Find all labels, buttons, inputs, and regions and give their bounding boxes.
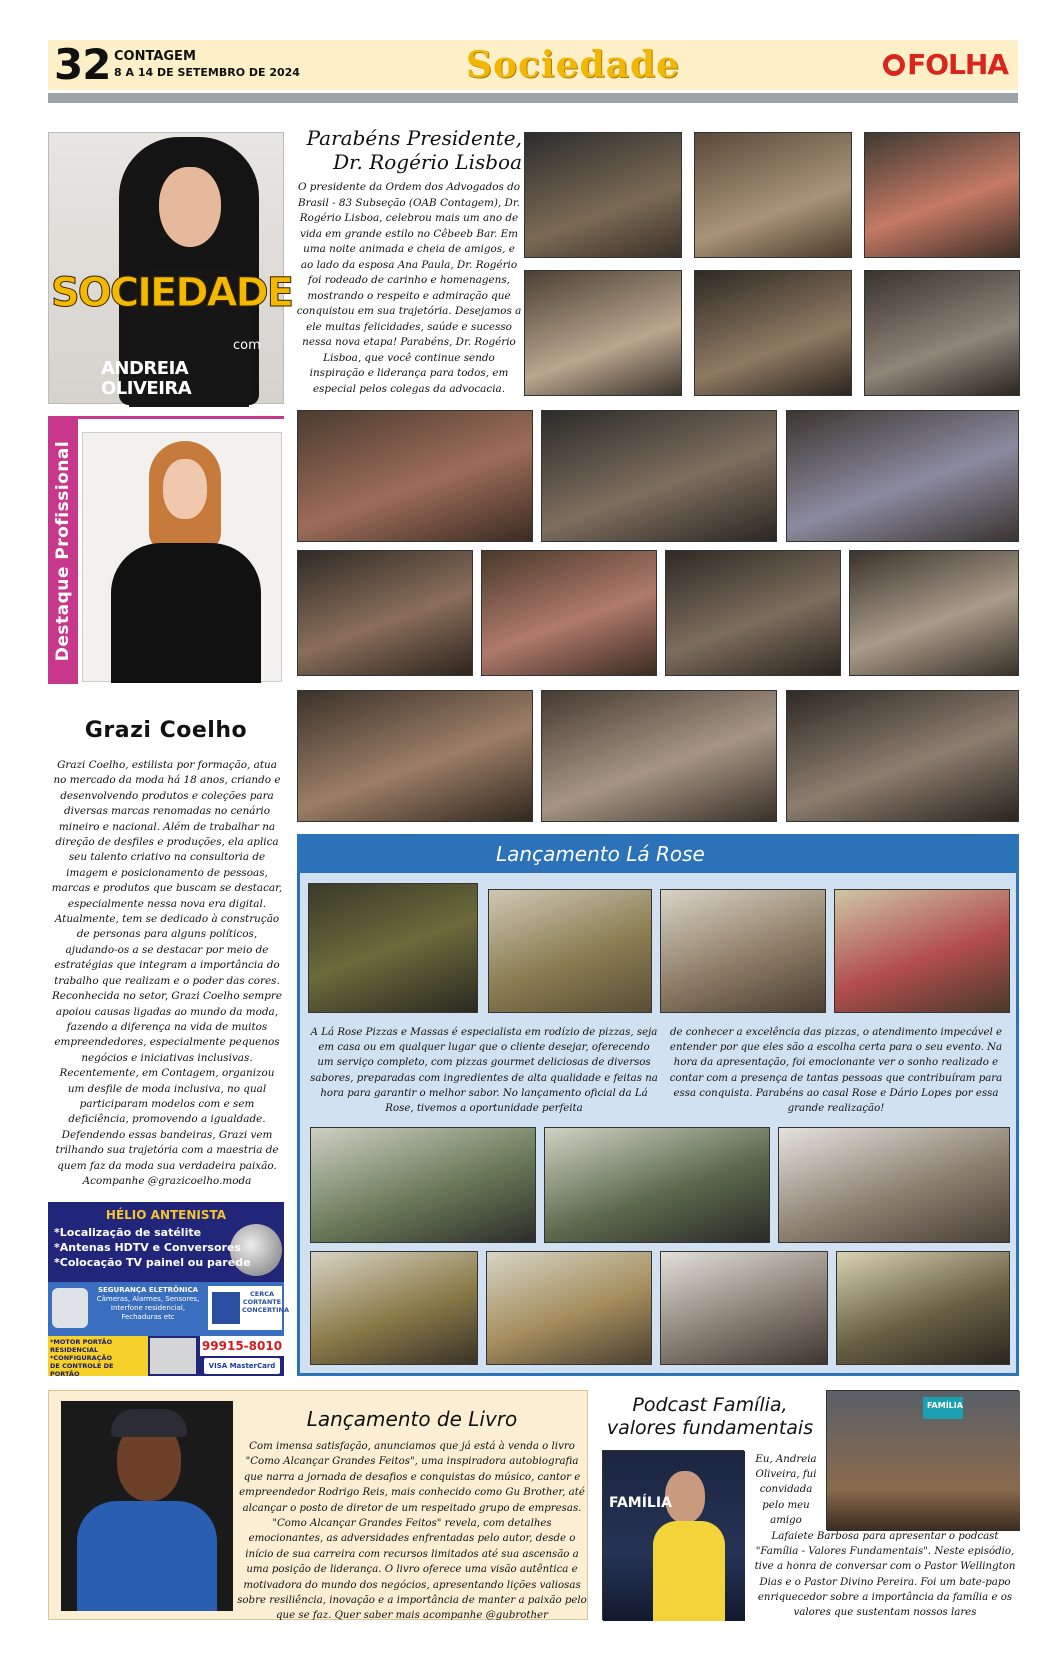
ad-line: *Antenas HDTV e Conversores bbox=[54, 1241, 241, 1254]
rose-section bbox=[297, 834, 1019, 1376]
event-photo bbox=[660, 1251, 828, 1365]
presidente-title: Parabéns Presidente, Dr. Rogério Lisboa bbox=[306, 126, 522, 174]
grazi-photo bbox=[82, 432, 282, 682]
presidente-body: O presidente da Ordem dos Advogados do Brasil - 83 Subseção (OAB Contagem), Dr. Rogério Lisboa, celebrou mais um ano de vida em grande estilo no Cêbeeb Bar. Em uma noite animada e cheia de amigos, e ao lado da esposa Ana Paula, Dr. Rogério foi rodeado de carinho e homenagens, mostrando o respeito e admiração que conquistou em sua trajetória. Desejamos a ele muitas felicidades, saúde e sucesso nessa nova etapa! Parabéns, Dr. Rogério Lisboa, que você continue sendo inspiração e liderança para todos, em especial pelos colegas da advocacia. bbox=[296, 181, 522, 395]
event-photo bbox=[786, 410, 1019, 542]
event-photo bbox=[486, 1251, 652, 1365]
podcast-body-a: Eu, Andreia Oliveira, fui convidada pelo meu amigo bbox=[755, 1454, 817, 1526]
gate-motor-icon bbox=[150, 1338, 196, 1374]
event-photo bbox=[694, 132, 852, 258]
brand-name: FOLHA bbox=[883, 50, 1008, 80]
event-photo bbox=[310, 1127, 536, 1243]
event-photo bbox=[488, 889, 652, 1013]
column-logo-word: SOCIEDADE bbox=[51, 270, 293, 316]
event-photo bbox=[694, 270, 852, 396]
header-divider bbox=[48, 93, 1018, 103]
event-photo bbox=[297, 410, 533, 542]
event-photo bbox=[834, 889, 1010, 1013]
page-number: 32 bbox=[54, 40, 111, 89]
ad-line: *Colocação TV painel ou parede bbox=[54, 1256, 251, 1269]
ad-motor-text: *MOTOR PORTÃO RESIDENCIAL *CONFIGURAÇÃO DE CONTROLE DE PORTÃO bbox=[50, 1338, 114, 1378]
destaque-name: Grazi Coelho bbox=[84, 718, 248, 743]
ad-title: HÉLIO ANTENISTA bbox=[105, 1208, 227, 1222]
podcast-logo: FAMÍLIA bbox=[609, 1495, 672, 1511]
podcast-studio-photo bbox=[826, 1390, 1019, 1530]
column-host-name: ANDREIA OLIVEIRA bbox=[101, 358, 192, 399]
event-photo bbox=[308, 883, 478, 1013]
podcast-title: Podcast Família, valores fundamentais bbox=[606, 1394, 814, 1439]
destaque-body: Grazi Coelho, estilista por formação, atua no mercado da moda há 18 anos, criando e desenvolvendo produtos e coleções para diversas marcas renomadas no cenário mineiro e nacional. Além de trabalhar na direção de desfiles e produções, ela aplica seu talento criativo na consultoria de imagem e posicionamento de pessoas, marcas e produtos que buscam se destacar, especialmente nessa nova era digital. Atualmente, tem se dedicado à construção de personas para alguns políticos, ajudando-os a se destacar por meio de estratégias que integram a importância do trabalho que realizam e o poder das cores. Reconhecida no setor, Grazi Coelho sempre apoiou causas ligadas ao mundo da moda, fazendo a diferença na vida de muitos empreendedores, especialmente pequenos negócios e iniciativas inclusivas. Recentemente, em Contagem, organizou um desfile de moda inclusiva, no qual participaram modelos com e sem deficiência, promovendo a igualdade. Defendendo essas bandeiras, Grazi vem trilhando sua trajetória com a maestria de quem faz da moda sua verdadeira paixão. Acompanhe @grazicoelho.moda bbox=[51, 759, 283, 1187]
event-photo bbox=[524, 132, 682, 258]
edition-city: CONTAGEM bbox=[114, 49, 196, 64]
security-camera-icon bbox=[52, 1288, 88, 1328]
event-photo bbox=[778, 1127, 1010, 1243]
event-photo bbox=[310, 1251, 478, 1365]
podcast-logo-small: FAMÍLIA bbox=[927, 1401, 963, 1410]
event-photo bbox=[849, 550, 1019, 676]
page-header bbox=[48, 40, 1018, 90]
event-photo bbox=[541, 410, 777, 542]
rose-title: Lançamento Lá Rose bbox=[496, 842, 705, 866]
podcast-host-photo bbox=[602, 1450, 744, 1620]
ad-fence-box: CERCA CORTANTE CONCERTINA bbox=[208, 1286, 282, 1330]
author-photo bbox=[61, 1401, 233, 1611]
event-photo bbox=[481, 550, 657, 676]
destaque-top-line bbox=[48, 416, 284, 419]
event-photo bbox=[524, 270, 682, 396]
column-logo bbox=[48, 132, 293, 404]
event-photo bbox=[836, 1251, 1010, 1365]
livro-section bbox=[48, 1390, 588, 1620]
ad-payment-cards: VISA MasterCard bbox=[204, 1358, 280, 1374]
livro-title: Lançamento de Livro bbox=[306, 1407, 518, 1431]
event-photo bbox=[864, 132, 1020, 258]
event-photo bbox=[660, 889, 826, 1013]
rose-body-left: A Lá Rose Pizzas e Massas é especialista em rodízio de pizzas, seja em casa ou em qualquer lugar que o cliente desejar, oferecendo um serviço completo, com pizzas gourmet deliciosas de diversos sabores, preparadas com ingredientes de alta qualidade e feitas na hora para garantir o melhor sabor. No lançamento oficial da Lá Rose, tivemos a oportunidade perfeita bbox=[310, 1027, 658, 1115]
event-photo bbox=[864, 270, 1020, 396]
newspaper-logo bbox=[868, 46, 1008, 84]
advertisement bbox=[48, 1202, 289, 1378]
column-logo-com: com bbox=[233, 338, 261, 353]
ad-phone: 99915-8010 bbox=[200, 1336, 284, 1356]
event-photo bbox=[786, 690, 1019, 822]
brand-o-icon bbox=[883, 54, 905, 76]
section-title: Sociedade bbox=[466, 44, 681, 86]
destaque-label: Destaque Profissional bbox=[53, 440, 73, 662]
podcast-body-b: Lafaiete Barbosa para apresentar o podcast "Família - Valores Fundamentais". Neste episódio, tive a honra de conversar com o Pastor Wellington Dias e o Pastor Divino Pereira. Foi um bate-papo enriquecedor sobre a importância da família e os valores que sustentam nossos lares bbox=[754, 1531, 1016, 1619]
ad-line: *Localização de satélite bbox=[54, 1226, 202, 1239]
event-photo bbox=[541, 690, 777, 822]
event-photo bbox=[297, 550, 473, 676]
event-photo bbox=[297, 690, 533, 822]
ad-security-text: SEGURANÇA ELETRÔNICA Câmeras, Alarmes, Sensores, Interfone residencial, Fechaduras etc bbox=[96, 1286, 200, 1321]
fence-icon bbox=[212, 1292, 240, 1324]
event-photo bbox=[544, 1127, 770, 1243]
rose-body-right: de conhecer a excelência das pizzas, o atendimento impecável e entender por que eles são a escolha certa para o seu evento. Na hora da apresentação, foi emocionante ver o sonho realizado e contar com a presença de tantas pessoas que contribuíram para essa conquista. Parabéns ao casal Rose e Dário Lopes por essa grande realização! bbox=[669, 1027, 1003, 1115]
edition-date: 8 A 14 DE SETEMBRO DE 2024 bbox=[114, 66, 300, 79]
livro-body: Com imensa satisfação, anunciamos que já está à venda o livro "Como Alcançar Grandes Feitos", uma inspiradora autobiografia que narra a jornada de desafios e conquistas do músico, cantor e empreendedor Rodrigo Reis, mais conhecido como Gu Brother, até alcançar o posto de diretor de um respeitado grupo de empresas. "Como Alcançar Grandes Feitos" revela, com detalhes emocionantes, as adversidades enfrentadas pelo autor, desde o início de sua carreira com recursos limitados até sua ascensão a uma posição de liderança. O livro oferece uma visão autêntica e motivadora do mundo dos negócios, apresentando lições valiosas sobre resiliência, inovação e a importância de manter a paixão pelo que se faz. Quer saber mais acompanhe @gubrother bbox=[237, 1441, 587, 1622]
event-photo bbox=[665, 550, 841, 676]
rose-title-bar bbox=[300, 837, 1016, 873]
